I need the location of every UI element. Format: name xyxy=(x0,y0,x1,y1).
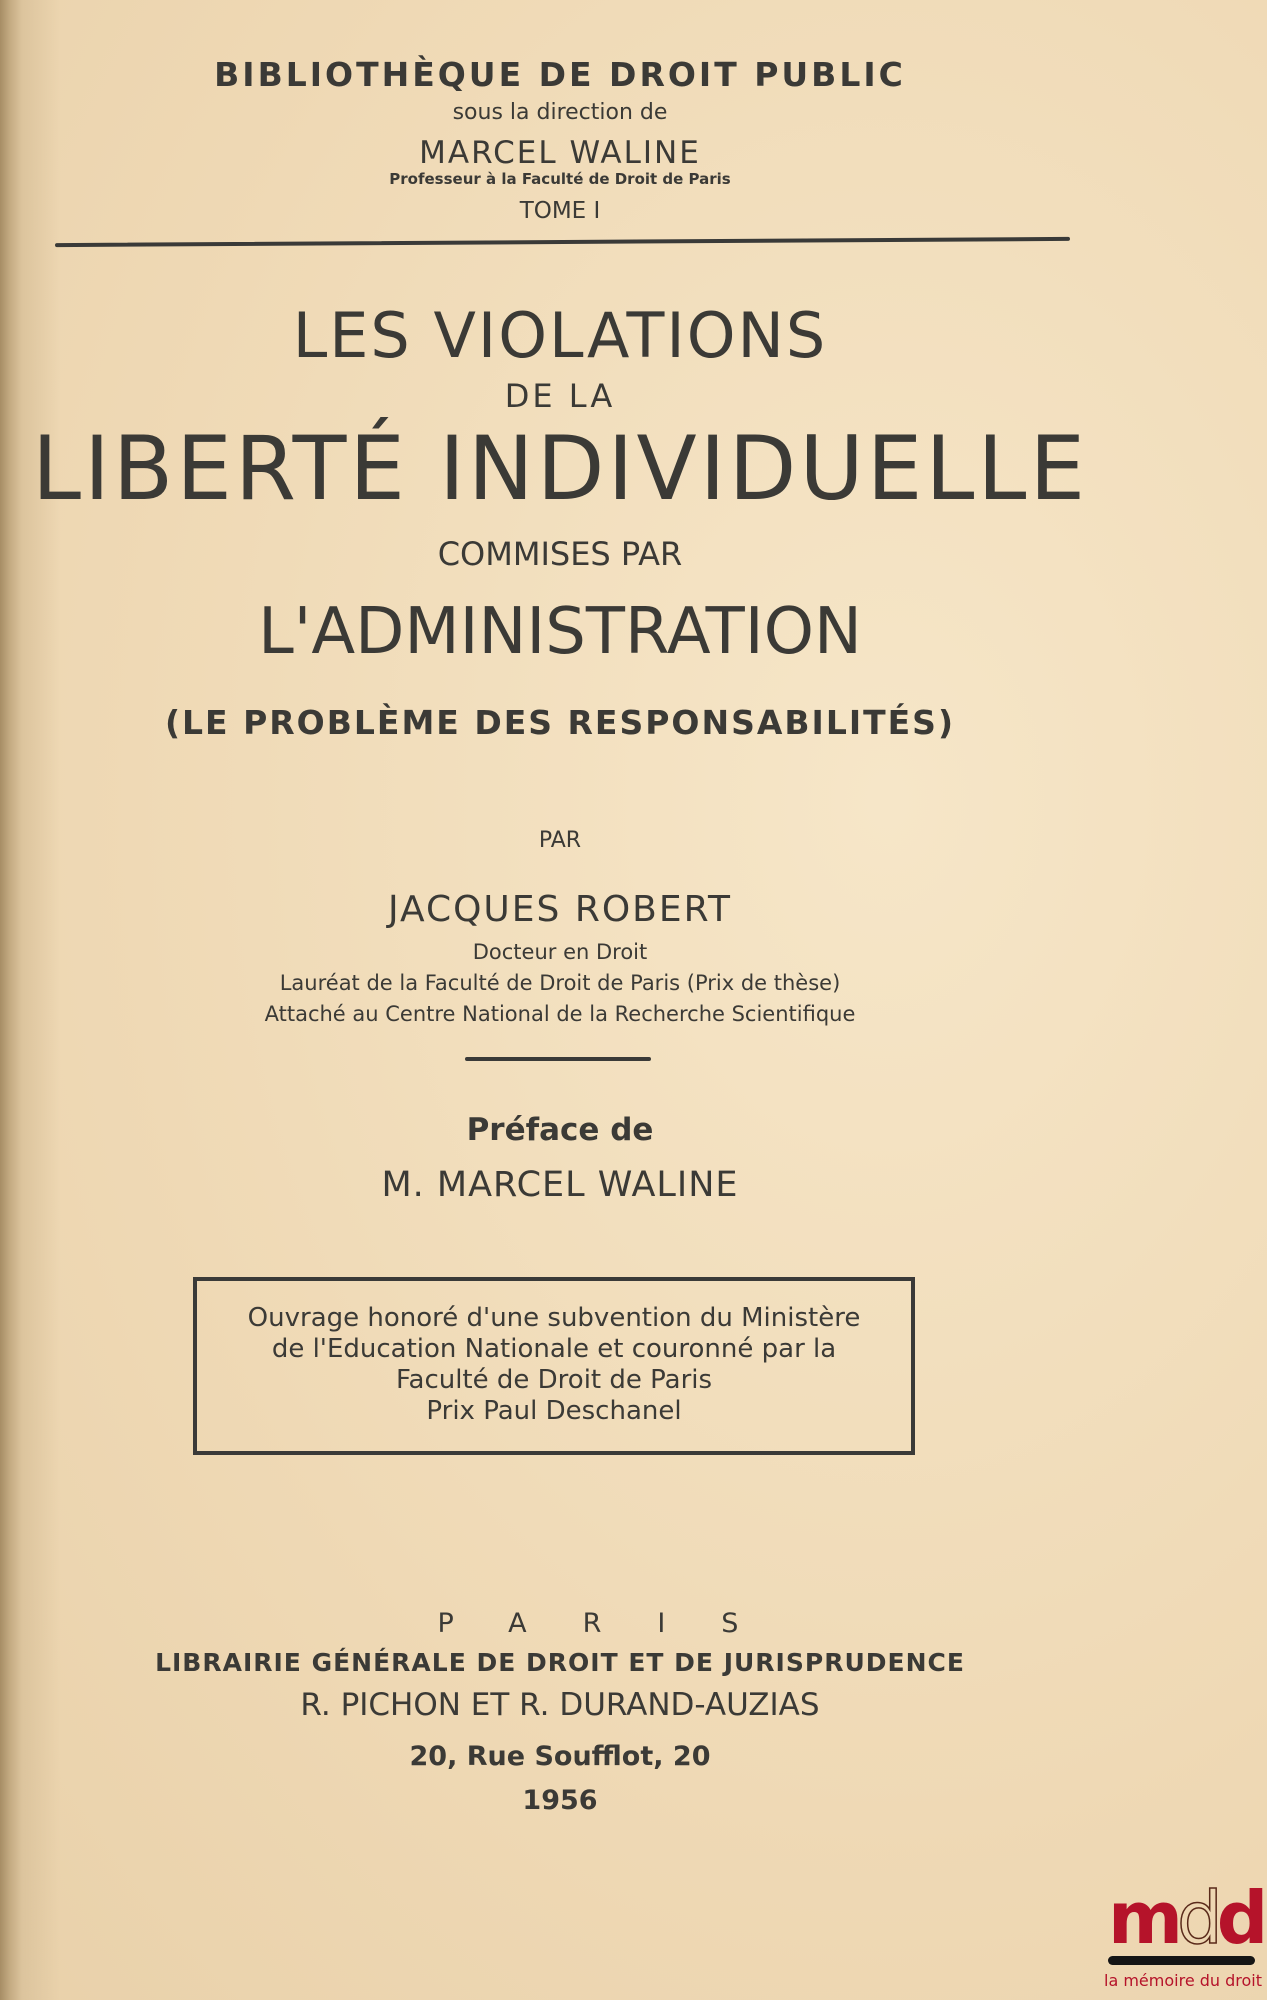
author-credential: Attaché au Centre National de la Recherche Scientifique xyxy=(264,1002,856,1026)
mdd-logo-mark xyxy=(1108,1876,1263,1960)
imprint-publisher: LIBRAIRIE GÉNÉRALE DE DROIT ET DE JURISPRUDENCE xyxy=(155,1648,965,1677)
preface-label: Préface de xyxy=(466,1112,654,1148)
imprint-editors: R. PICHON ET R. DURAND-AUZIAS xyxy=(300,1687,820,1723)
award-line: Prix Paul Deschanel xyxy=(426,1396,682,1426)
award-line: Ouvrage honoré d'une subvention du Ministère xyxy=(247,1303,861,1333)
author-name: JACQUES ROBERT xyxy=(387,889,733,930)
author-divider xyxy=(465,1057,651,1061)
logo-tagline: la mémoire du droit xyxy=(1104,1971,1263,1990)
book-title-line-4: COMMISES PAR xyxy=(437,535,683,573)
book-title-line-5: L'ADMINISTRATION xyxy=(258,595,862,669)
book-title-line-1: LES VIOLATIONS xyxy=(292,299,828,372)
imprint-address: 20, Rue Soufflot, 20 xyxy=(409,1741,711,1772)
book-title-line-3: LIBERTÉ INDIVIDUELLE xyxy=(31,417,1089,520)
imprint-city: PARIS xyxy=(437,1608,795,1639)
award-line: Faculté de Droit de Paris xyxy=(395,1365,713,1395)
book-subtitle: (LE PROBLÈME DES RESPONSABILITÉS) xyxy=(164,703,956,742)
mdd-logo[interactable] xyxy=(1104,1876,1263,1990)
logo-letter-d-outline: d xyxy=(1177,1876,1217,1960)
author-credential: Docteur en Droit xyxy=(472,940,648,964)
logo-letter-m: m xyxy=(1108,1876,1178,1960)
series-director-title: Professeur à la Faculté de Droit de Paris xyxy=(389,170,731,188)
author-credential: Lauréat de la Faculté de Droit de Paris (Prix de thèse) xyxy=(279,971,841,995)
header-divider xyxy=(55,237,1070,247)
series-direction-label: sous la direction de xyxy=(452,100,668,125)
publication-year: 1956 xyxy=(522,1785,598,1816)
series-director: MARCEL WALINE xyxy=(419,135,701,171)
author-by-label: PAR xyxy=(538,828,582,853)
logo-letter-d: d xyxy=(1216,1876,1263,1960)
award-notice-box xyxy=(193,1277,915,1455)
preface-author: M. MARCEL WALINE xyxy=(381,1165,739,1205)
tome-number: TOME I xyxy=(519,198,601,224)
book-title-line-2: DE LA xyxy=(504,377,616,415)
award-line: de l'Education Nationale et couronné par la xyxy=(271,1334,837,1364)
series-title: BIBLIOTHÈQUE DE DROIT PUBLIC xyxy=(214,55,906,94)
